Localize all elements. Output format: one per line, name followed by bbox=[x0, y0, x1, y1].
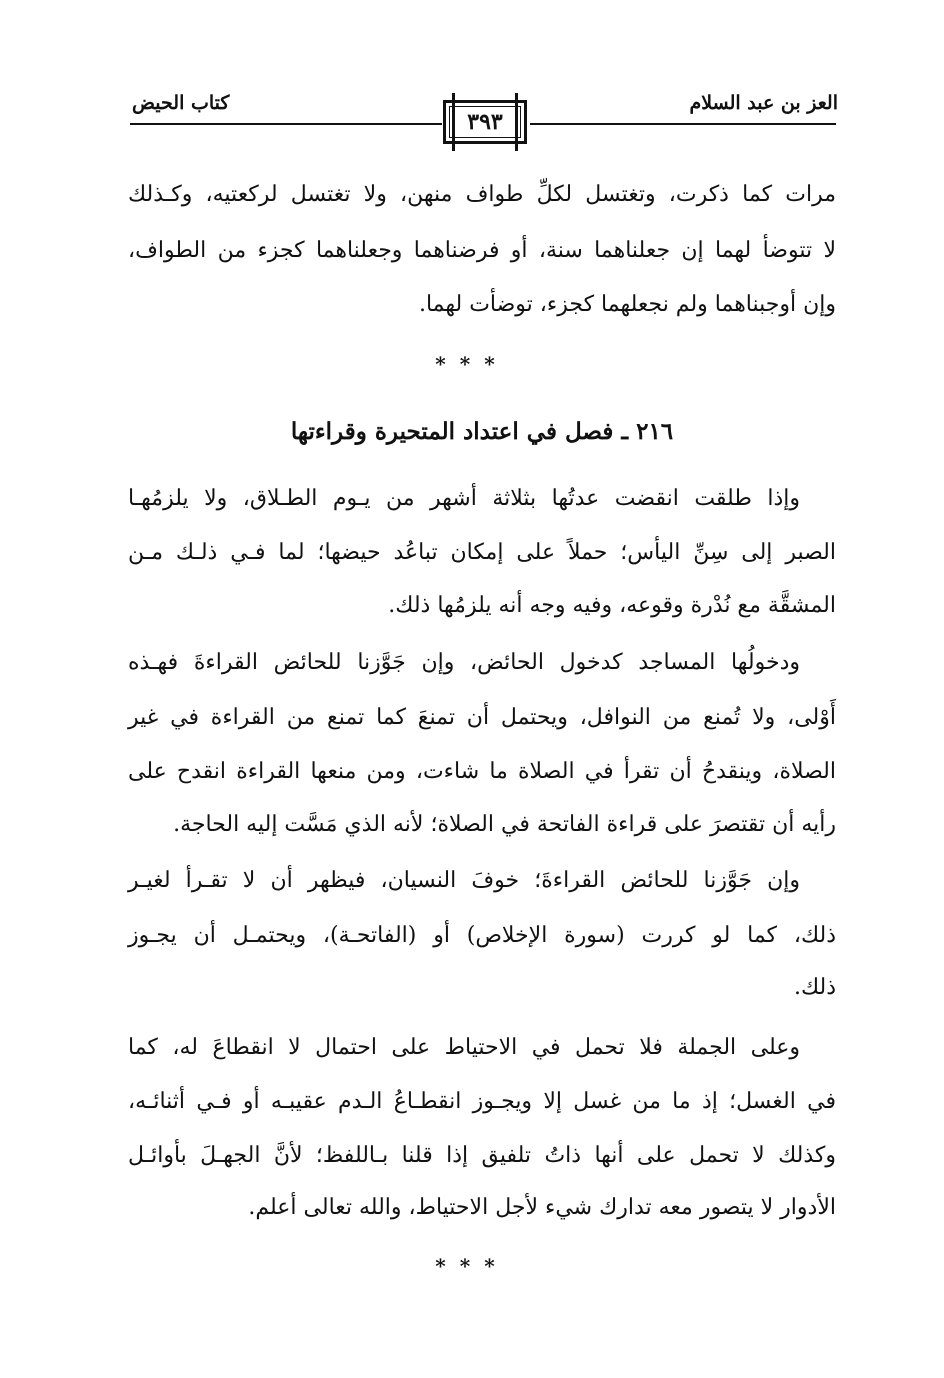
body-line: في الغسل؛ إذ ما من غسل إلا ويجـوز انقطـاعُ الـدم عقيبـه أو فـي أثنائـه، bbox=[128, 1089, 836, 1114]
page-number-frame bbox=[443, 100, 527, 144]
body-line: ذلك، كما لو كررت (سورة الإخلاص) أو (الفاتحـة)، ويحتمـل أن يجـوز bbox=[128, 923, 836, 948]
page-number: ٣٩٣ bbox=[467, 109, 503, 135]
section-heading: ٢١٦ ـ فصل في اعتداد المتحيرة وقراءتها bbox=[290, 418, 674, 445]
header-rule-left bbox=[130, 123, 442, 125]
header-rule-right bbox=[530, 123, 836, 125]
body-line: وعلى الجملة فلا تحمل في الاحتياط على احتمال لا انقطاعَ له، كما bbox=[128, 1035, 800, 1060]
body-line: وإن جَوَّزنا للحائض القراءةَ؛ خوفَ النسيان، فيظهر أن لا تقـرأ لغيـر bbox=[128, 868, 800, 893]
body-line: مرات كما ذكرت، وتغتسل لكلِّ طواف منهن، ولا تغتسل لركعتيه، وكـذلك bbox=[128, 182, 836, 207]
body-line: ودخولُها المساجد كدخول الحائض، وإن جَوَّزنا للحائض القراءةَ فهـذه bbox=[128, 650, 800, 675]
body-line: ذلك. bbox=[793, 975, 836, 1000]
running-header-author: العز بن عبد السلام bbox=[689, 92, 838, 114]
section-separator-end: *** bbox=[435, 1254, 509, 1278]
body-line: وإن أوجبناهما ولم نجعلهما كجزء، توضأت لهما. bbox=[418, 292, 836, 317]
running-header-book-title: كتاب الحيض bbox=[132, 92, 230, 114]
body-line: لا تتوضأ لهما إن جعلناهما سنة، أو فرضناهما وجعلناهما كجزء من الطواف، bbox=[128, 238, 836, 263]
body-line: المشقَّة مع نُدْرة وقوعه، وفيه وجه أنه يلزمُها ذلك. bbox=[388, 593, 836, 618]
body-line: وكذلك لا تحمل على أنها ذاتُ تلفيق إذا قلنا بـاللفظ؛ لأنَّ الجهـلَ بأوائـل bbox=[128, 1143, 836, 1168]
section-separator: *** bbox=[435, 352, 509, 376]
body-line: وإذا طلقت انقضت عدتُها بثلاثة أشهر من يـوم الطـلاق، ولا يلزمُهـا bbox=[128, 486, 800, 511]
body-line: أَوْلى، ولا تُمنع من النوافل، ويحتمل أن تمنعَ كما تمنع من القراءة في غير bbox=[128, 705, 836, 730]
body-line: الصبر إلى سِنِّ اليأس؛ حملاً على إمكان تباعُد حيضها؛ لما فـي ذلـك مـن bbox=[128, 540, 836, 565]
body-line: رأيه أن تقتصرَ على قراءة الفاتحة في الصلاة؛ لأنه الذي مَسَّت إليه الحاجة. bbox=[173, 812, 836, 837]
body-line: الصلاة، وينقدحُ أن تقرأ في الصلاة ما شاءت، ومن منعها القراءة انقدح على bbox=[128, 759, 836, 784]
body-line: الأدوار لا يتصور معه تدارك شيء لأجل الاحتياط، والله تعالى أعلم. bbox=[248, 1195, 836, 1220]
